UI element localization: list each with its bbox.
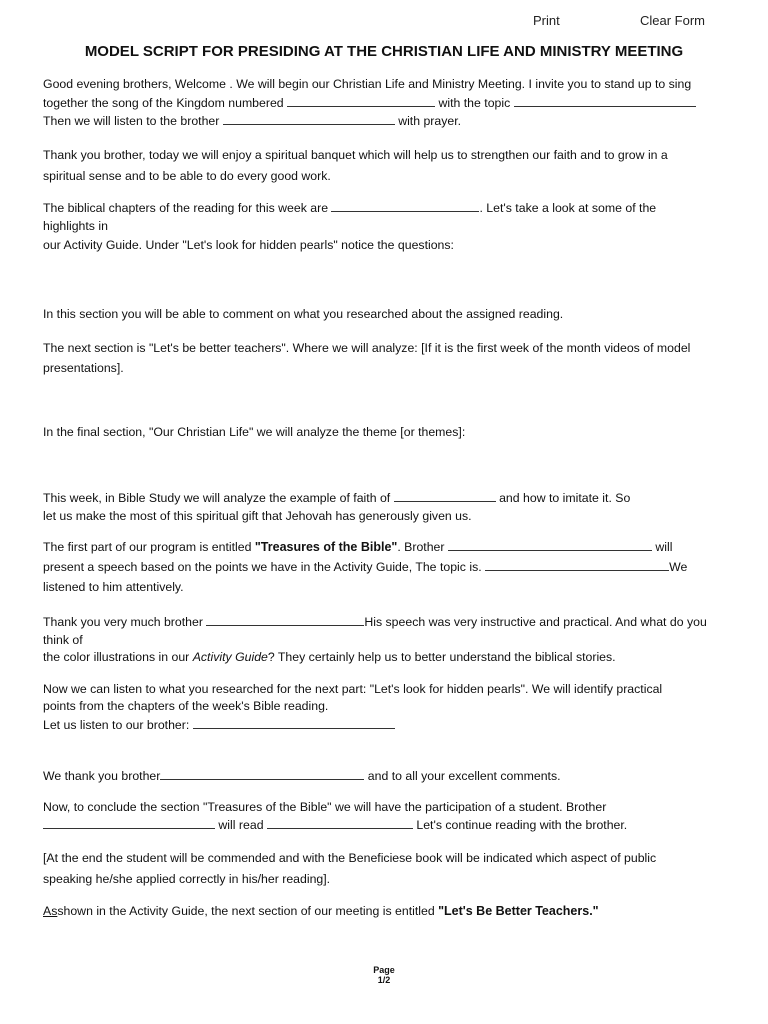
text: Now, to conclude the section "Treasures of the Bible" we will have the participation of a student. Brother bbox=[43, 799, 607, 814]
text: [At the end the student will be commended and with the Beneficiese book will be indicated which aspect of public bbox=[43, 850, 657, 865]
paragraph-teachers bbox=[43, 338, 733, 378]
text: with the topic bbox=[438, 95, 511, 110]
paragraph-banquet bbox=[43, 145, 733, 187]
paragraph-welcome bbox=[43, 76, 733, 131]
text: ? They certainly help us to better understand the biblical stories. bbox=[267, 650, 616, 664]
text-italic: Activity Guide bbox=[192, 650, 268, 664]
text: Thank you very much brother bbox=[43, 615, 203, 629]
text: spiritual sense and to be able to do every good work. bbox=[43, 168, 331, 183]
text: shown in the Activity Guide, the next section of our meeting is entitled bbox=[57, 903, 435, 918]
paragraph-bible-study bbox=[43, 489, 733, 525]
page-title: MODEL SCRIPT FOR PRESIDING AT THE CHRISTIAN LIFE AND MINISTRY MEETING bbox=[84, 43, 684, 60]
paragraph-next-section bbox=[43, 903, 733, 921]
text: will bbox=[655, 540, 673, 554]
bible-chapters-field[interactable] bbox=[331, 199, 479, 212]
text: Good evening brothers, Welcome . We will begin our Christian Life and Ministry Meeting. I invite you to stand up to sing bbox=[43, 77, 692, 91]
text: will read bbox=[218, 818, 264, 832]
song-topic-field[interactable] bbox=[514, 94, 696, 107]
paragraph-student bbox=[43, 799, 733, 835]
text: Now we can listen to what you researched for the next part: "Let's look for hidden pearls". We will identify practical bbox=[43, 681, 663, 696]
speech-topic-field[interactable] bbox=[485, 558, 669, 571]
text: and to all your excellent comments. bbox=[367, 769, 561, 783]
text: As bbox=[43, 903, 58, 918]
text: Let us listen to our brother: bbox=[43, 717, 190, 732]
text: speaking he/she applied correctly in his/her reading]. bbox=[43, 871, 331, 886]
paragraph-commendation bbox=[43, 848, 733, 890]
pearls-brother-field[interactable] bbox=[193, 716, 395, 729]
text: In the final section, "Our Christian Life" we will analyze the theme [or themes]: bbox=[43, 424, 466, 439]
text: together the song of the Kingdom numbered bbox=[43, 95, 284, 110]
student-brother-field[interactable] bbox=[43, 816, 215, 829]
text: The next section is "Let's be better teachers". Where we will analyze: [If it is the first week of the month videos of model bbox=[43, 340, 691, 355]
text: . Brother bbox=[397, 540, 445, 554]
text: The first part of our program is entitled bbox=[43, 540, 252, 554]
text: The biblical chapters of the reading for this week are bbox=[43, 200, 329, 215]
text: Let's continue reading with the brother. bbox=[416, 818, 628, 832]
text: Thank you brother, today we will enjoy a spiritual banquet which will help us to strengthen our faith and to grow in a bbox=[43, 147, 668, 162]
script-body bbox=[43, 76, 733, 920]
paragraph-research bbox=[43, 306, 733, 324]
section-name: "Treasures of the Bible" bbox=[254, 540, 398, 554]
paragraph-treasures bbox=[43, 537, 733, 597]
text: This week, in Bible Study we will analyze the example of faith of bbox=[43, 491, 391, 505]
text: . Let's take a look at some of the bbox=[479, 200, 657, 215]
clear-form-button[interactable]: Clear Form bbox=[640, 13, 706, 28]
paragraph-thanks-speech bbox=[43, 613, 733, 667]
text: points from the chapters of the week's Bible reading. bbox=[43, 699, 329, 713]
section-name: "Let's Be Better Teachers." bbox=[438, 903, 599, 918]
text: let us make the most of this spiritual gift that Jehovah has generously given us. bbox=[43, 508, 472, 523]
text: We thank you brother bbox=[43, 769, 161, 783]
paragraph-reading bbox=[43, 199, 733, 255]
text: We bbox=[669, 560, 688, 574]
text: our Activity Guide. Under "Let's look for hidden pearls" notice the questions: bbox=[43, 237, 454, 252]
paragraph-thanks-comments bbox=[43, 767, 733, 786]
text: Then we will listen to the brother bbox=[43, 114, 220, 128]
paragraph-hidden-pearls bbox=[43, 681, 733, 735]
text: think of bbox=[43, 632, 83, 647]
page-label: Page bbox=[373, 965, 395, 975]
prayer-brother-field[interactable] bbox=[223, 112, 395, 125]
print-button[interactable]: Print bbox=[533, 13, 560, 28]
thanks-brother-field[interactable] bbox=[206, 613, 364, 626]
text: the color illustrations in our bbox=[43, 650, 190, 664]
reading-passage-field[interactable] bbox=[267, 816, 413, 829]
text: His speech was very instructive and practical. And what do you bbox=[364, 615, 707, 629]
speaker-brother-field[interactable] bbox=[448, 538, 652, 551]
comments-brother-field[interactable] bbox=[160, 767, 364, 780]
text: In this section you will be able to comment on what you researched about the assigned reading. bbox=[43, 307, 564, 321]
text: presentations]. bbox=[43, 360, 124, 375]
text: and how to imitate it. So bbox=[499, 491, 631, 505]
text: highlights in bbox=[43, 219, 108, 233]
text: with prayer. bbox=[398, 114, 462, 128]
song-number-field[interactable] bbox=[287, 94, 435, 107]
paragraph-christian-life bbox=[43, 424, 733, 442]
page-count: 1/2 bbox=[377, 975, 391, 985]
text: present a speech based on the points we have in the Activity Guide, The topic is. bbox=[43, 560, 482, 574]
text: listened to him attentively. bbox=[43, 580, 184, 594]
page-number bbox=[0, 965, 768, 985]
faith-example-field[interactable] bbox=[394, 489, 496, 502]
